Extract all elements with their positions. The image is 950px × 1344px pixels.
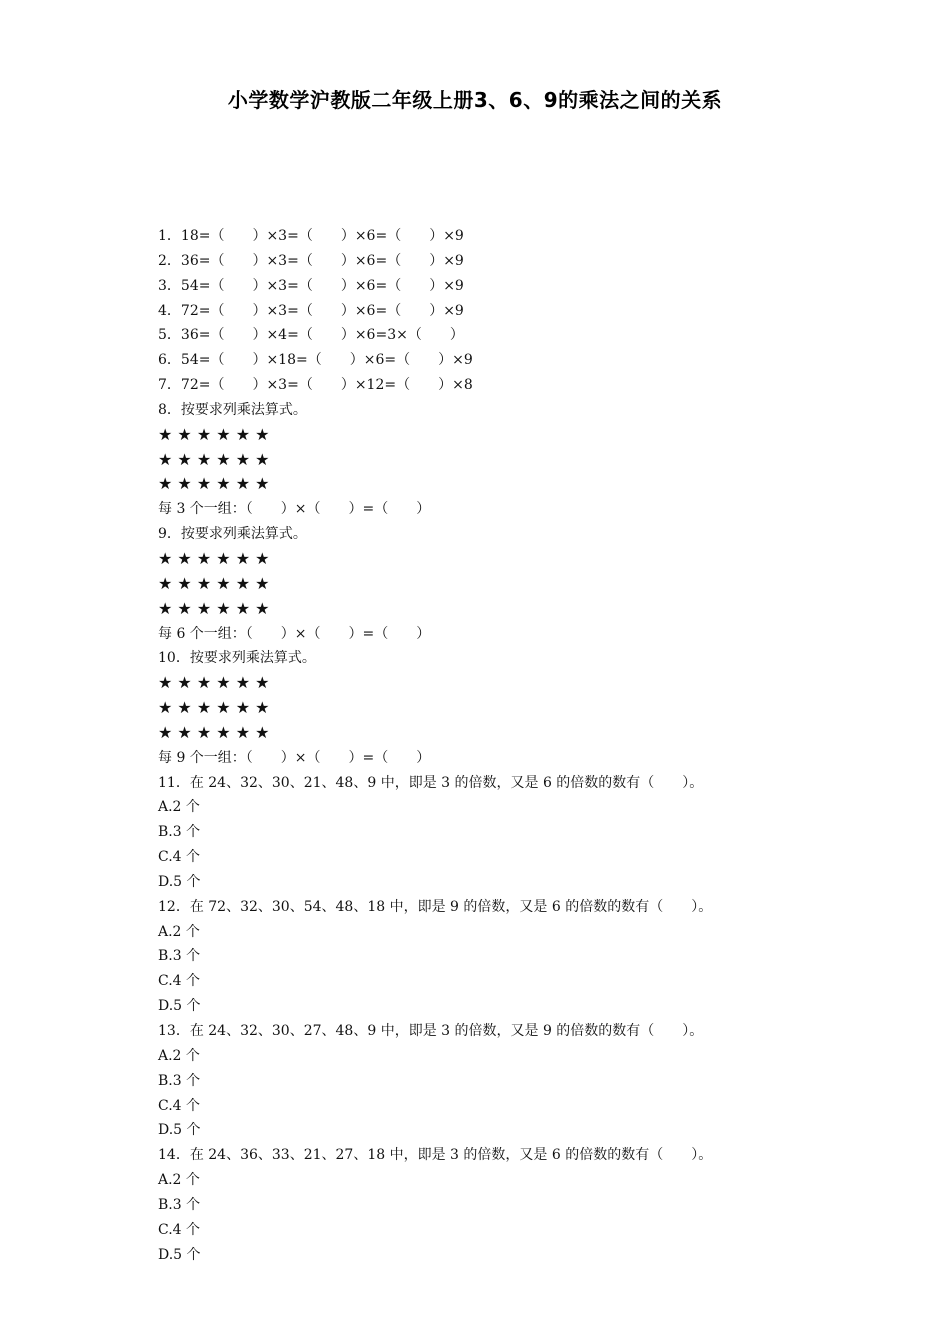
q14-option-b: B.3 个 (158, 1196, 201, 1213)
q2-line: 2．36=（ ）×3=（ ）×6=（ ）×9 (158, 252, 464, 269)
q11-option-a: A.2 个 (158, 799, 200, 816)
q9-star-row-2: ★ ★ ★ ★ ★ ★ (158, 573, 270, 593)
q7-line: 7．72=（ ）×3=（ ）×12=（ ）×8 (158, 377, 473, 394)
q11-option-b: B.3 个 (158, 824, 201, 841)
q10-answer-line: 每 9 个一组：（ ）×（ ）=（ ） (158, 749, 431, 766)
q4-line: 4．72=（ ）×3=（ ）×6=（ ）×9 (158, 302, 464, 319)
q12-option-c: C.4 个 (158, 973, 201, 990)
q8-answer-line: 每 3 个一组：（ ）×（ ）=（ ） (158, 501, 431, 518)
q13-option-d: D.5 个 (158, 1122, 201, 1139)
q8-star-row-2: ★ ★ ★ ★ ★ ★ (158, 449, 270, 469)
q10-star-row-3: ★ ★ ★ ★ ★ ★ (158, 722, 270, 742)
q5-line: 5．36=（ ）×4=（ ）×6=3×（ ） (158, 327, 464, 344)
q11-option-c: C.4 个 (158, 849, 201, 866)
q10-star-row-1: ★ ★ ★ ★ ★ ★ (158, 673, 270, 693)
question-list (158, 224, 858, 1267)
q3-line: 3．54=（ ）×3=（ ）×6=（ ）×9 (158, 277, 464, 294)
q12-question: 12．在 72、32、30、54、48、18 中，即是 9 的倍数，又是 6 的倍数的数有（ ）。 (158, 898, 713, 915)
q8-prompt: 8．按要求列乘法算式。 (158, 401, 307, 418)
q13-question: 13．在 24、32、30、27、48、9 中，即是 3 的倍数，又是 9 的倍数的数有（ ）。 (158, 1023, 704, 1039)
q13-option-c: C.4 个 (158, 1097, 201, 1114)
q1-line: 1．18=（ ）×3=（ ）×6=（ ）×9 (158, 228, 464, 244)
q14-option-d: D.5 个 (158, 1246, 201, 1263)
q14-question: 14．在 24、36、33、21、27、18 中，即是 3 的倍数，又是 6 的倍数的数有（ ）。 (158, 1147, 713, 1164)
q10-star-row-2: ★ ★ ★ ★ ★ ★ (158, 698, 270, 718)
q12-option-a: A.2 个 (158, 923, 200, 940)
document-title: 小学数学沪教版二年级上册3、6、9的乘法之间的关系 (227, 88, 723, 112)
q9-star-row-1: ★ ★ ★ ★ ★ ★ (158, 548, 270, 568)
q10-prompt: 10．按要求列乘法算式。 (158, 650, 316, 667)
q11-option-d: D.5 个 (158, 873, 201, 890)
q11-question: 11．在 24、32、30、21、48、9 中，即是 3 的倍数，又是 6 的倍数的数有（ ）。 (158, 774, 704, 791)
q6-line: 6．54=（ ）×18=（ ）×6=（ ）×9 (158, 352, 473, 369)
q12-option-b: B.3 个 (158, 948, 201, 965)
q9-star-row-3: ★ ★ ★ ★ ★ ★ (158, 598, 270, 618)
q8-star-row-3: ★ ★ ★ ★ ★ ★ (158, 474, 270, 494)
q8-star-row-1: ★ ★ ★ ★ ★ ★ (158, 424, 270, 444)
q13-option-b: B.3 个 (158, 1072, 201, 1089)
q14-option-a: A.2 个 (158, 1172, 200, 1189)
q12-option-d: D.5 个 (158, 998, 201, 1015)
q9-prompt: 9．按要求列乘法算式。 (158, 526, 307, 543)
q9-answer-line: 每 6 个一组：（ ）×（ ）=（ ） (158, 625, 431, 642)
q13-option-a: A.2 个 (158, 1047, 200, 1064)
q14-option-c: C.4 个 (158, 1221, 201, 1238)
